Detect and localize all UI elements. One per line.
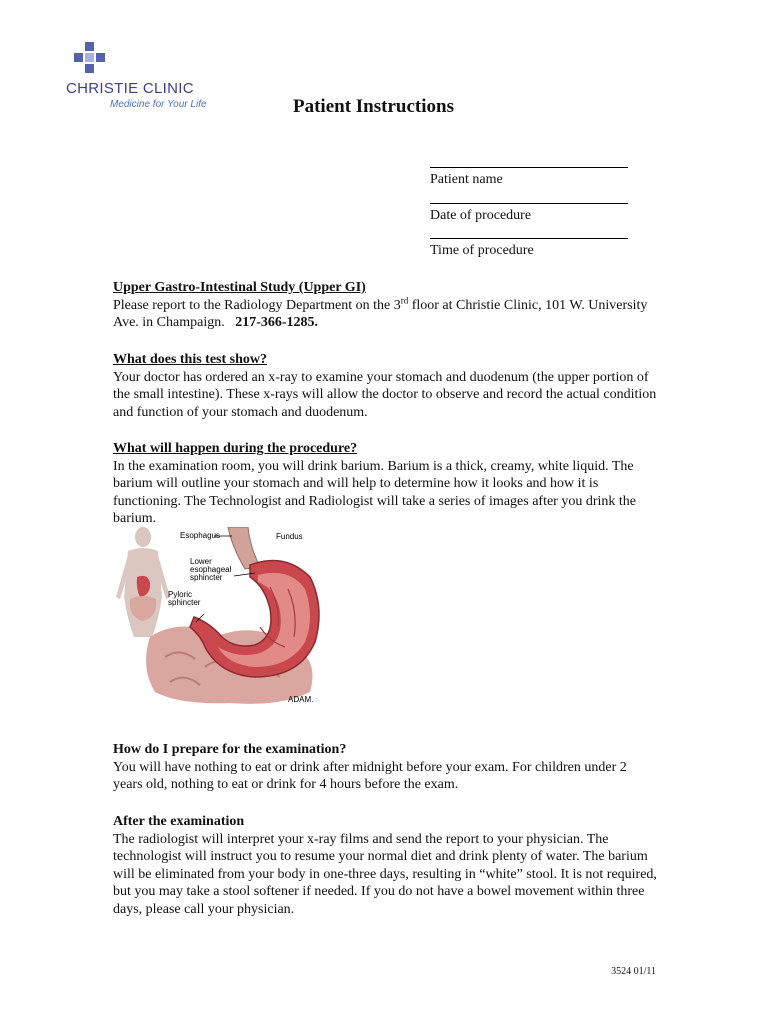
stomach-anatomy-illustration bbox=[110, 527, 338, 707]
logo-mark bbox=[70, 40, 110, 80]
section-prepare bbox=[113, 741, 658, 794]
label-lower-2: esophageal bbox=[190, 565, 232, 574]
section-body-what-test-shows: Your doctor has ordered an x-ray to examine your stomach and duodenum (the upper portion of the small intestine). These x-rays will allow the doctor to observe and record the actual condition and function of your stomach and duodenum. bbox=[113, 369, 657, 420]
section-body-prepare: You will have nothing to eat or drink after midnight before your exam. For children under 2 years old, nothing to eat or drink for 4 hours before the exam. bbox=[113, 759, 627, 792]
label-fundus: Fundus bbox=[276, 532, 303, 541]
body-silhouette bbox=[116, 527, 170, 637]
logo-name: CHRISTIE CLINIC bbox=[66, 80, 194, 97]
patient-name-label: Patient name bbox=[430, 172, 503, 187]
time-of-procedure-field[interactable] bbox=[430, 238, 628, 259]
label-lower-3: sphincter bbox=[190, 573, 223, 582]
adam-credit: ADAM. bbox=[288, 695, 314, 704]
date-of-procedure-label: Date of procedure bbox=[430, 208, 532, 223]
phone-number: 217-366-1285. bbox=[235, 315, 319, 330]
time-of-procedure-label: Time of procedure bbox=[430, 243, 534, 258]
section-heading-upper-gi: Upper Gastro-Intestinal Study (Upper GI) bbox=[113, 280, 366, 295]
section-heading-after-exam: After the examination bbox=[113, 814, 245, 829]
christie-clinic-logo bbox=[58, 40, 218, 120]
patient-name-field[interactable] bbox=[430, 167, 628, 188]
date-of-procedure-field[interactable] bbox=[430, 203, 628, 224]
label-pyloric-1: Pyloric bbox=[168, 590, 193, 599]
section-heading-prepare: How do I prepare for the examination? bbox=[113, 742, 347, 757]
section-heading-procedure: What will happen during the procedure? bbox=[113, 441, 358, 456]
section-body-procedure: In the examination room, you will drink barium. Barium is a thick, creamy, white liquid. The barium will outline your stomach and will help to determine how it looks and how it is functioning. The Technologist and Radiologist will take a series of images after you drink the barium. bbox=[113, 458, 636, 526]
section-procedure bbox=[113, 440, 658, 528]
section-heading-what-test-shows: What does this test show? bbox=[113, 352, 268, 367]
form-code: 3524 01/11 bbox=[611, 966, 656, 977]
label-esophagus: Esophagus bbox=[180, 531, 221, 540]
label-pyloric-2: sphincter bbox=[168, 598, 201, 607]
section-upper-gi bbox=[113, 279, 658, 332]
label-lower-1: Lower bbox=[190, 557, 212, 566]
section-after-exam bbox=[113, 813, 658, 918]
logo-tagline: Medicine for Your Life bbox=[110, 99, 207, 110]
page-title: Patient Instructions bbox=[293, 96, 454, 117]
section-body-after-exam: The radiologist will interpret your x-ray films and send the report to your physician. The technologist will instruct you to resume your normal diet and drink plenty of water. The barium will be eliminated from your body in one-three days, resulting in “white” stool. It is not required, but you may take a stool softener if needed. If you do not have a bowel movement within three days, please call your physician. bbox=[113, 831, 657, 917]
report-location-text: Please report to the Radiology Department on the 3rd floor at Christie Clinic, 101 W. University Ave. in Champaign. 217-366-1285. bbox=[113, 294, 648, 330]
section-what-test-shows bbox=[113, 351, 658, 421]
